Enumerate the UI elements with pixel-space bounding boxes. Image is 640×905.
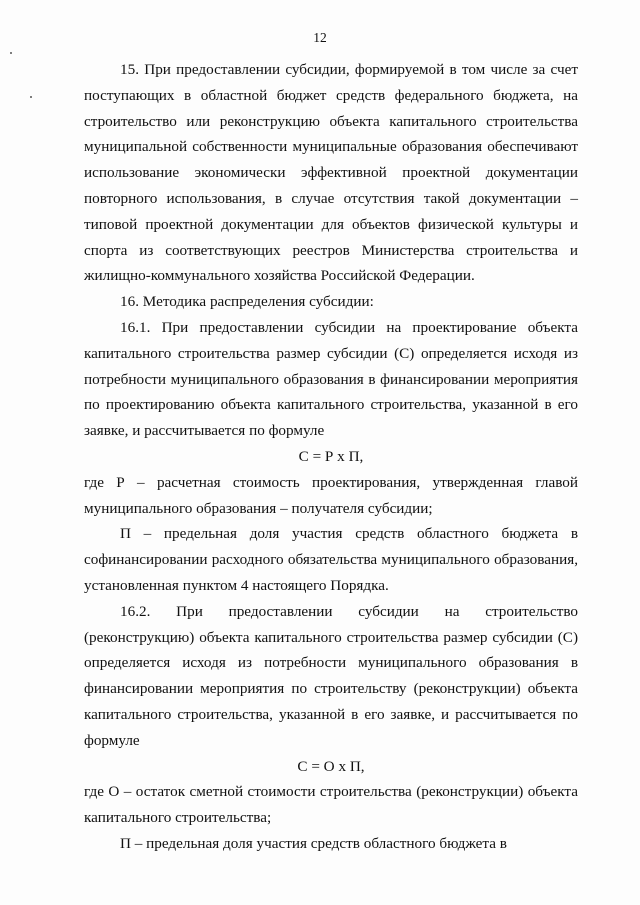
- formula-design-subsidy: С = Р х П,: [298, 447, 364, 465]
- formula-construction-subsidy: С = О х П,: [297, 757, 365, 775]
- document-body: [84, 57, 578, 857]
- definition-p-continued: П – предельная доля участия средств областного бюджета в: [120, 834, 507, 852]
- definition-o: где О – остаток сметной стоимости строительства (реконструкции) объекта капитального строительства;: [84, 783, 578, 827]
- scan-speck: [30, 96, 32, 98]
- paragraph-16-heading: 16. Методика распределения субсидии:: [120, 293, 374, 311]
- definition-r: где Р – расчетная стоимость проектирования, утвержденная главой муниципального образования – получателя субсидии;: [84, 473, 578, 517]
- paragraph-16-1: 16.1. При предоставлении субсидии на проектирование объекта капитального строительства размер субсидии (С) определяется исходя из потребности муниципального образования в финансировании мероприятия по проектированию объекта капитального строительства, указанной в его заявке, и рассчитывается по формуле: [84, 318, 578, 440]
- definition-p: П – предельная доля участия средств областного бюджета в софинансировании расходного обязательства муниципального образования, установленная пунктом 4 настоящего Порядка.: [84, 525, 578, 594]
- scan-speck: [10, 52, 12, 54]
- paragraph-15: 15. При предоставлении субсидии, формируемой в том числе за счет поступающих в областной бюджет средств федерального бюджета, на строительство или реконструкцию объекта капитального строительства муниципальной собственности муниципальные образования обеспечивают использование экономически эффективной проектной документации повторного использования, в случае отсутствия такой документации – типовой проектной документации для объектов физической культуры и спорта из соответствующих реестров Министерства строительства и жилищно-коммунального хозяйства Российской Федерации.: [84, 61, 578, 285]
- paragraph-16-2: 16.2. При предоставлении субсидии на строительство (реконструкцию) объекта капитального строительства размер субсидии (С) определяется исходя из потребности муниципального образования в финансировании мероприятия по строительству (реконструкции) объекта капитального строительства, указанной в его заявке, и рассчитывается по формуле: [84, 602, 578, 749]
- page-number: 12: [313, 30, 327, 45]
